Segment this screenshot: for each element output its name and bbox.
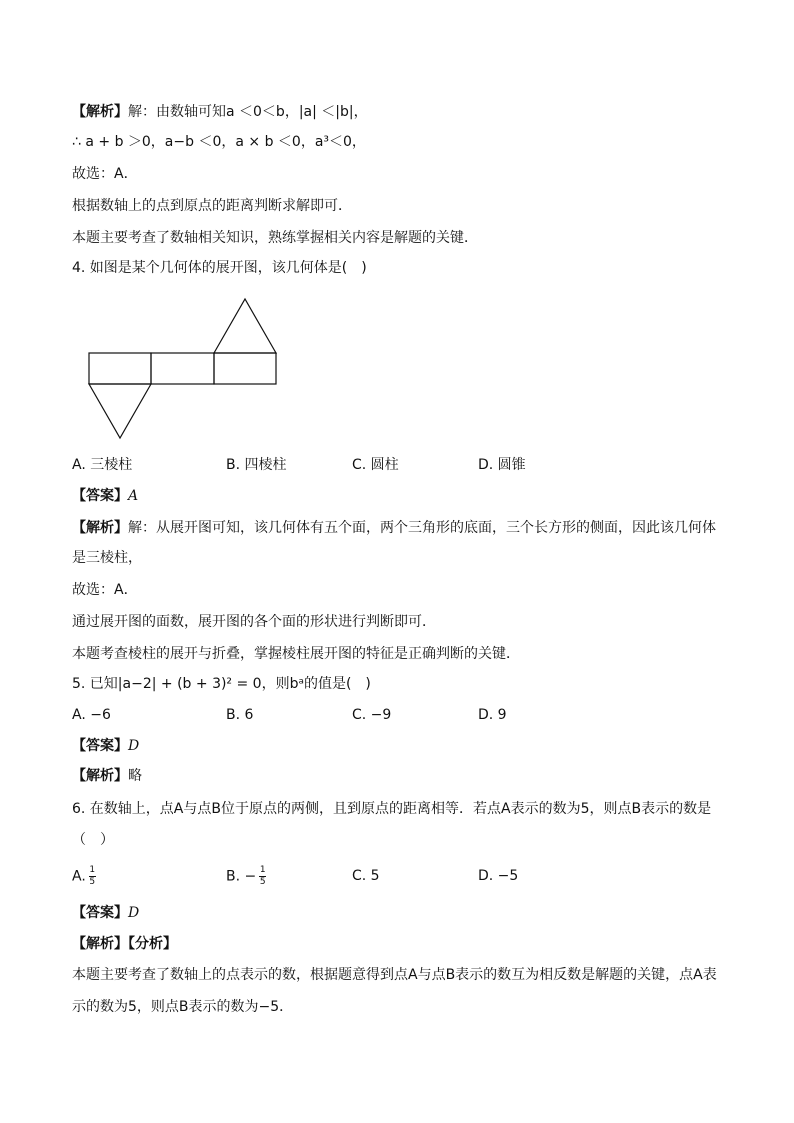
fraction-denominator: 5: [259, 877, 266, 887]
answer-tag: 【答案】: [72, 905, 128, 921]
q5-option-b: B. 6: [226, 707, 254, 723]
q4-answer-value: A: [128, 488, 139, 504]
q4-option-b: B. 四棱柱: [226, 457, 287, 473]
net-triangle-top: [214, 299, 276, 353]
q6-answer: [72, 903, 139, 923]
net-rect-2: [151, 353, 214, 384]
q5-analysis: [72, 766, 142, 786]
fraction-numerator: 1: [259, 865, 266, 875]
q4-option-d: D. 圆锥: [478, 457, 526, 473]
fraction-numerator: 1: [89, 865, 96, 875]
analysis-tag: 【解析】: [72, 768, 128, 784]
fraction: [89, 866, 96, 887]
q4-summary: 本题考查棱柱的展开与折叠，掌握棱柱展开图的特征是正确判断的关键．: [72, 646, 520, 662]
q5-option-a: A. −6: [72, 707, 111, 723]
q3-choose: 故选：A．: [72, 166, 138, 182]
q4-option-a: A. 三棱柱: [72, 457, 133, 473]
q4-method: 通过展开图的面数，展开图的各个面的形状进行判断即可．: [72, 614, 436, 630]
q5-option-d: D. 9: [478, 707, 507, 723]
fraction: [259, 866, 266, 887]
q6-stem-line2: （ ）: [72, 832, 114, 848]
q5-stem: 5. 已知|a−2| + (b + 3)² = 0，则bᵃ的值是( ): [72, 676, 371, 692]
analysis-tag: 【解析】: [72, 104, 128, 120]
q6-option-b-label: B. −: [226, 868, 257, 885]
q5-analysis-text: 略: [128, 768, 142, 784]
q4-analysis-text: 解：从展开图可知，该几何体有五个面，两个三角形的底面，三个长方形的侧面，因此该几何体: [128, 520, 716, 536]
q6-analysis: [72, 934, 177, 954]
fraction-denominator: 5: [89, 877, 96, 887]
analysis-tag: 【解析】: [72, 936, 128, 952]
q3-analysis-text: 解：由数轴可知a ＜0＜b，|a| ＜|b|，: [128, 104, 368, 120]
analysis-sub-tag: 【分析】: [128, 936, 177, 952]
answer-tag: 【答案】: [72, 738, 128, 754]
q6-option-a: [72, 866, 96, 887]
q6-summary-line2: 示的数为5，则点B表示的数为−5．: [72, 999, 294, 1015]
net-rect-1: [89, 353, 151, 384]
q6-option-a-label: A.: [72, 868, 86, 885]
q6-option-d: D. −5: [478, 868, 519, 884]
q4-choose: 故选：A．: [72, 582, 138, 598]
q3-method: 根据数轴上的点到原点的距离判断求解即可．: [72, 198, 352, 214]
q5-answer: [72, 736, 139, 756]
q6-option-b: [226, 866, 266, 887]
q4-analysis-line1: [72, 518, 716, 538]
q3-summary: 本题主要考查了数轴相关知识，熟练掌握相关内容是解题的关键．: [72, 230, 478, 246]
q4-answer: [72, 486, 138, 506]
q5-answer-value: D: [128, 738, 140, 754]
q3-analysis-line2: ∴ a + b ＞0，a−b ＜0，a × b ＜0，a³＜0，: [72, 134, 366, 150]
net-rect-3: [214, 353, 276, 384]
q5-option-c: C. −9: [352, 707, 392, 723]
q4-analysis-line2: 是三棱柱，: [72, 550, 142, 566]
analysis-tag: 【解析】: [72, 520, 128, 536]
q6-stem-line1: 6. 在数轴上，点A与点B位于原点的两侧，且到原点的距离相等．若点A表示的数为5，则点B表示的数是: [72, 801, 712, 817]
q6-option-c: C. 5: [352, 868, 380, 884]
q6-summary-line1: 本题主要考查了数轴上的点表示的数，根据题意得到点A与点B表示的数互为相反数是解题的关键，点A表: [72, 967, 717, 983]
answer-tag: 【答案】: [72, 488, 128, 504]
q6-answer-value: D: [128, 905, 140, 921]
q4-option-c: C. 圆柱: [352, 457, 399, 473]
net-triangle-bottom: [89, 384, 151, 438]
q4-stem: 4. 如图是某个几何体的展开图，该几何体是( ): [72, 260, 367, 276]
